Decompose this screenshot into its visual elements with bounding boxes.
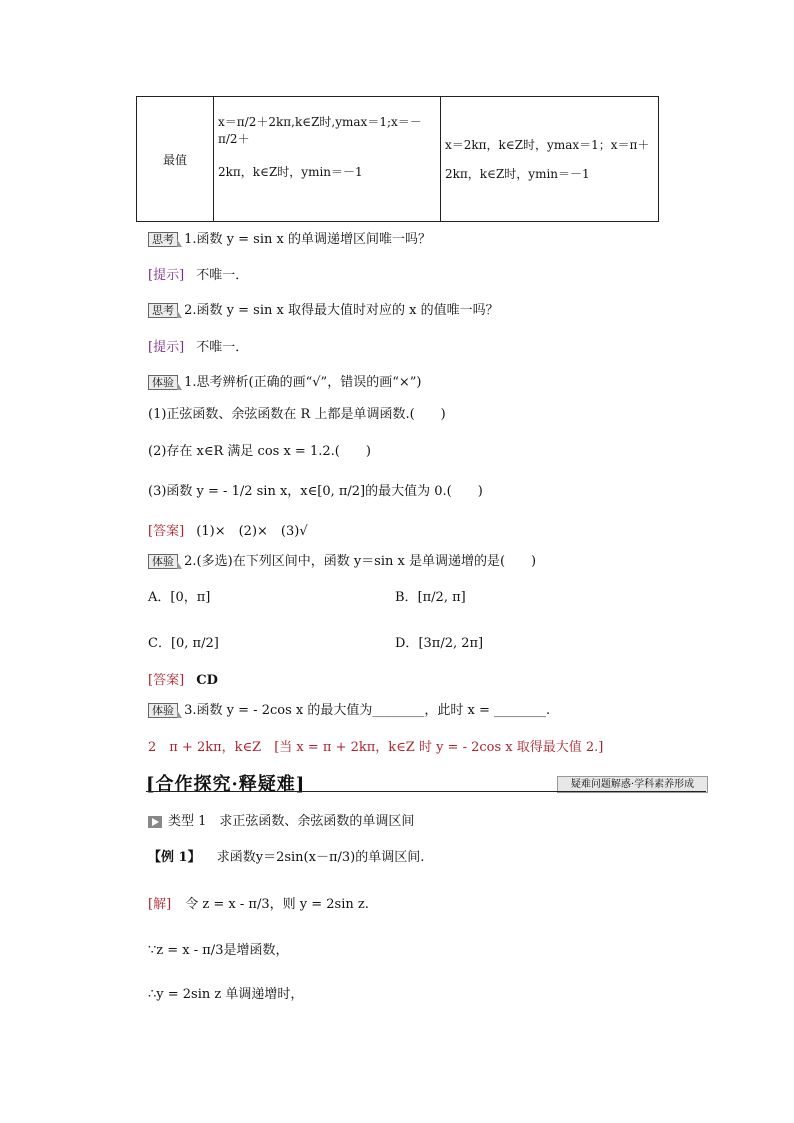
experience-tag: 体验 (148, 375, 178, 390)
experience-tag: 体验 (148, 703, 178, 718)
cos-cell-line1: x＝2kπ，k∈Z时，ymax＝1；x＝π＋ (445, 138, 650, 152)
example-tag: 【例 1】 (148, 850, 201, 865)
option-c (148, 632, 219, 651)
option-c-text: [0, π/2] (170, 636, 219, 651)
option-a (148, 586, 210, 605)
exp1-answer-text: (1)× (2)× (3)√ (196, 524, 308, 539)
solution-tag: [解] (148, 897, 172, 912)
solution-line-2: ∵z = x - π/3是增函数， (148, 943, 289, 958)
section-badge: 疑难问题解惑·学科素养形成 (557, 776, 708, 793)
max-min-table (136, 96, 659, 222)
exp2-answer-text: CD (196, 673, 218, 688)
experience-tag: 体验 (148, 554, 178, 569)
section-title: [合作探究·释疑难] (146, 774, 306, 795)
think-tag: 思考 (148, 303, 178, 318)
option-a-key: A． (148, 590, 171, 605)
hint-2-text: 不唯一． (196, 340, 249, 355)
exp1-item-3: (3)函数 y = - 1/2 sin x，x∈[0, π/2]的最大值为 0.( ) (148, 484, 483, 499)
option-c-key: C． (148, 636, 171, 651)
hint-2 (148, 336, 248, 355)
experience-2-title: 2.(多选)在下列区间中，函数 y＝sin x 是单调递增的是( ) (184, 554, 537, 569)
think-2 (148, 299, 499, 318)
exp1-item-2: (2)存在 x∈R 满足 cos x = 1.2.( ) (148, 444, 371, 459)
solution-line-1 (148, 893, 369, 912)
experience-3-title: 3.函数 y = - 2cos x 的最大值为________，此时 x = ________. (184, 703, 551, 718)
experience-1-title: 1.思考辨析(正确的画“√”，错误的画“×”) (184, 375, 422, 390)
play-icon (148, 816, 162, 828)
answer-tag: [答案] (148, 524, 185, 539)
experience-2 (148, 550, 536, 569)
experience-1 (148, 371, 421, 390)
option-a-text: [0，π] (170, 590, 211, 605)
hint-tag: [提示] (148, 268, 185, 283)
option-b-text: [π/2, π] (417, 590, 466, 605)
solution-line-3: ∴y = 2sin z 单调递增时， (148, 987, 304, 1002)
example-1-text: 求函数y＝2sin(x－π/3)的单调区间. (216, 850, 425, 865)
cos-cell-line2: 2kπ，k∈Z时，ymin＝－1 (445, 167, 590, 181)
sin-cell-line2: 2kπ，k∈Z时，ymin＝－1 (218, 164, 363, 179)
think-2-text: 2.函数 y = sin x 取得最大值时对应的 x 的值唯一吗？ (184, 303, 499, 318)
experience-3 (148, 699, 550, 718)
example-1 (148, 846, 424, 865)
exp1-item-1: (1)正弦函数、余弦函数在 R 上都是单调函数.( ) (148, 407, 446, 422)
exp2-answer (148, 669, 218, 688)
section-divider (146, 791, 706, 792)
think-tag: 思考 (148, 232, 178, 247)
exp3-answer: 2 π + 2kπ，k∈Z [当 x = π + 2kπ，k∈Z 时 y = - 2cos x 取得最大值 2.] (148, 740, 604, 755)
sin-cell-line1: x＝π/2＋2kπ,k∈Z时,ymax＝1;x＝－π/2＋ (218, 114, 422, 146)
table-row-label: 最值 (137, 97, 214, 222)
hint-1 (148, 264, 248, 283)
think-1 (148, 228, 431, 247)
answer-tag: [答案] (148, 673, 185, 688)
sin-max-min-cell (214, 97, 441, 222)
option-d-text: [3π/2, 2π] (418, 636, 484, 651)
cos-max-min-cell (441, 97, 659, 222)
solution-line-1-text: 令 z = x - π/3，则 y = 2sin z. (185, 897, 369, 912)
option-d-key: D． (395, 636, 419, 651)
option-b (395, 586, 466, 605)
hint-tag: [提示] (148, 340, 185, 355)
think-1-text: 1.函数 y = sin x 的单调递增区间唯一吗？ (184, 232, 431, 247)
option-b-key: B． (395, 590, 418, 605)
option-d (395, 632, 483, 651)
hint-1-text: 不唯一． (196, 268, 249, 283)
type-1-heading (148, 810, 414, 829)
type-1-text: 类型 1 求正弦函数、余弦函数的单调区间 (168, 814, 415, 829)
exp1-answer (148, 520, 308, 539)
